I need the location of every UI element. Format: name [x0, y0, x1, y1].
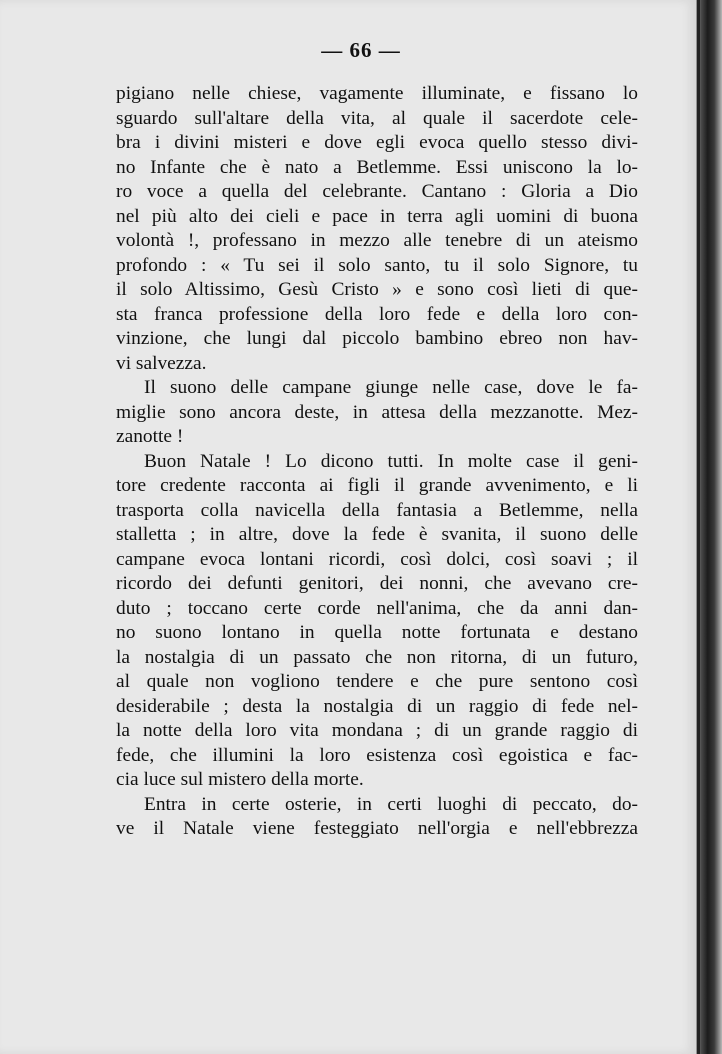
body-text — [116, 82, 638, 842]
text-line: bra i divini misteri e dove egli evoca quello stesso divi- — [116, 132, 638, 153]
text-line: vinzione, che lungi dal piccolo bambino ebreo non hav- — [116, 328, 638, 349]
text-line: desiderabile ; desta la nostalgia di un raggio di fede nel- — [116, 695, 638, 717]
text-line: ricordo dei defunti genitori, dei nonni, che avevano cre- — [116, 573, 638, 594]
text-line: duto ; toccano certe corde nell'anima, che da anni dan- — [116, 597, 638, 619]
text-line: no suono lontano in quella notte fortunata e destano — [116, 622, 638, 643]
text-line: volontà !, professano in mezzo alle tenebre di un ateismo — [116, 230, 638, 251]
text-line: vi salvezza. — [116, 352, 207, 374]
page-number: — 66 — — [321, 38, 401, 62]
text-line: zanotte ! — [116, 426, 184, 447]
text-line: Entra in certe osterie, in certi luoghi di peccato, do- — [144, 793, 638, 815]
text-line: al quale non vogliono tendere e che pure sentono così — [116, 671, 638, 692]
text-line: ro voce a quella del celebrante. Cantano : Gloria a Dio — [116, 181, 638, 202]
text-line: campane evoca lontani ricordi, così dolci, così soavi ; il — [116, 548, 638, 570]
text-line: pigiano nelle chiese, vagamente illuminate, e fissano lo — [116, 83, 638, 104]
text-line: stalletta ; in altre, dove la fede è svanita, il suono delle — [116, 524, 638, 545]
page-edge-line — [697, 0, 700, 1054]
text-line: cia luce sul mistero della morte. — [116, 769, 364, 790]
text-line: nel più alto dei cieli e pace in terra agli uomini di buona — [116, 205, 638, 227]
text-line: la nostalgia di un passato che non ritorna, di un futuro, — [116, 646, 638, 668]
text-line: Il suono delle campane giunge nelle case, dove le fa- — [144, 377, 638, 398]
text-line: profondo : « Tu sei il solo santo, tu il solo Signore, tu — [116, 254, 638, 276]
text-line: fede, che illumini la loro esistenza così egoistica e fac- — [116, 744, 638, 766]
text-line: Buon Natale ! Lo dicono tutti. In molte case il geni- — [144, 450, 638, 472]
text-line: miglie sono ancora deste, in attesa della mezzanotte. Mez- — [116, 401, 638, 423]
text-line: tore credente racconta ai figli il grande avvenimento, e li — [116, 475, 638, 496]
text-line: sguardo sull'altare della vita, al quale il sacerdote cele- — [116, 107, 638, 129]
text-line: il solo Altissimo, Gesù Cristo » e sono così lieti di que- — [116, 279, 638, 300]
text-line: la notte della loro vita mondana ; di un grande raggio di — [116, 720, 638, 741]
text-line: sta franca professione della loro fede e della loro con- — [116, 303, 638, 325]
text-line: trasporta colla navicella della fantasia a Betlemme, nella — [116, 499, 638, 521]
text-line: no Infante che è nato a Betlemme. Essi uniscono la lo- — [116, 156, 638, 178]
text-line: ve il Natale viene festeggiato nell'orgia e nell'ebbrezza — [116, 818, 638, 839]
